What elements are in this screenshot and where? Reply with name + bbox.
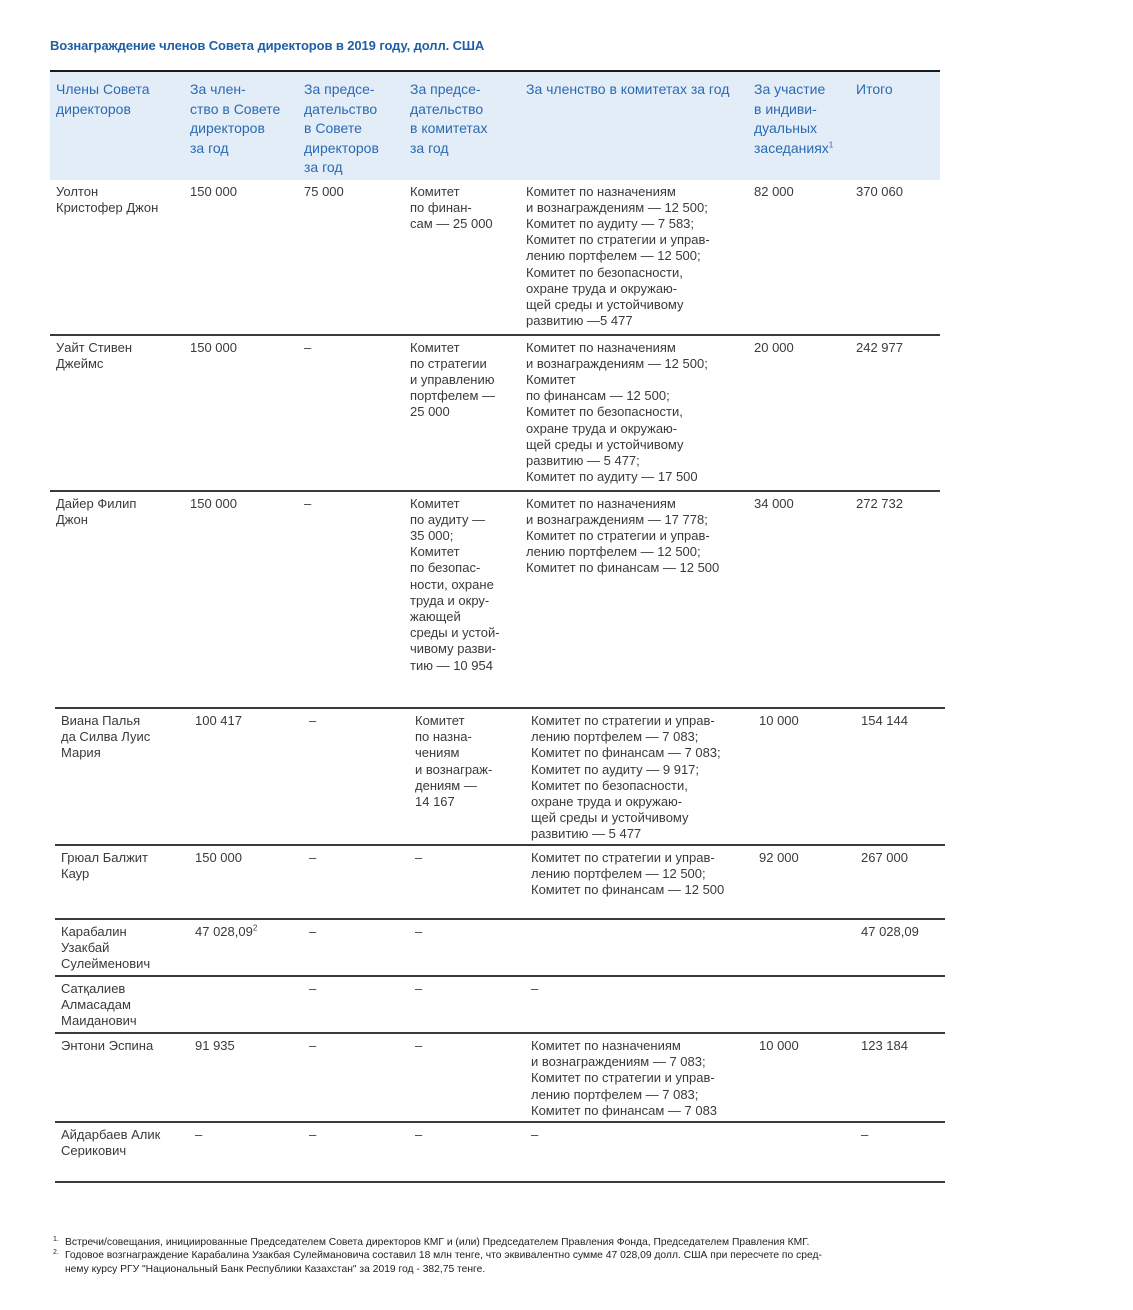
table-row <box>50 491 940 709</box>
member-name: Уолтон Кристофер Джон <box>56 183 159 215</box>
member-name: Уайт Стивен Джеймс <box>50 335 190 491</box>
total-value: 123 184 <box>861 1033 945 1122</box>
bod-chair-value: – <box>309 845 415 919</box>
footnote-1 <box>53 1236 943 1249</box>
col-header-individual: За участие в индиви- дуальных заседаниях$^1$ <box>754 71 856 180</box>
committee-chair-value: Комитет по стратегии и управлению портфелем — 25 000 <box>410 335 526 491</box>
membership-value: 150 000 <box>190 183 237 199</box>
individual-value <box>759 1122 861 1177</box>
footnote-ref-2: 2 <box>252 923 258 933</box>
bod-chair-value: 75 000 <box>304 183 344 199</box>
committees-value <box>531 919 759 976</box>
individual-value: 10 000 <box>759 1033 861 1122</box>
total-value: 154 144 <box>861 708 945 845</box>
footnote-text: Встречи/совещания, инициированные Председателем Совета директоров КМГ и (или) Председателем Правления Фонда, Председателем Правления КМГ. <box>65 1237 810 1248</box>
committees-value: Комитет по назначениям и вознаграждениям — 12 500; Комитет по аудиту — 7 583; Комитет по стратегии и управ- лению портфелем — 12 500; Комитет по безопасности, охране труда и окружаю- щей среды и устойчивому развитию —5 477 <box>526 183 710 329</box>
committee-chair-value: – <box>415 919 531 976</box>
col-header-committees: За членство в комитетах за год <box>526 71 754 180</box>
table-row <box>50 335 940 491</box>
committees-value: Комитет по назначениям и вознаграждениям — 7 083; Комитет по стратегии и управ- лению портфелем — 7 083; Комитет по финансам — 7 083 <box>531 1033 759 1122</box>
table-row <box>50 180 940 335</box>
membership-value: 150 000 <box>190 335 304 491</box>
membership-value: 100 417 <box>195 708 309 845</box>
bod-chair-value: – <box>309 976 415 1033</box>
membership-value: 91 935 <box>195 1033 309 1122</box>
member-name: Сатқалиев Алмасадам Маиданович <box>55 976 195 1033</box>
committee-chair-value: Комитет по аудиту — 35 000; Комитет по безопас- ности, охране труда и окру- жающей среды и устой- чивому разви- тию — 10 954 <box>410 491 526 709</box>
bod-chair-value: – <box>304 335 410 491</box>
membership-value: 150 000 <box>195 845 309 919</box>
total-value: 267 000 <box>861 845 945 919</box>
membership-value: 47 028,09$^2$ <box>195 919 309 976</box>
col-header-total: Итого <box>856 71 940 180</box>
individual-value: 92 000 <box>759 845 861 919</box>
membership-value <box>195 976 309 1033</box>
committee-chair-value: Комитет по назна- чениям и вознаграж- дениям — 14 167 <box>415 708 531 845</box>
footnote-2 <box>53 1249 943 1276</box>
committee-chair-value: – <box>415 845 531 919</box>
bod-chair-value: – <box>309 708 415 845</box>
total-value: – <box>861 1122 945 1177</box>
total-value: 272 732 <box>856 491 940 709</box>
member-name: Грюал Балжит Каур <box>55 845 195 919</box>
table-row <box>55 976 945 1033</box>
individual-value <box>759 976 861 1033</box>
committee-chair-value: Комитет по финан- сам — 25 000 <box>410 183 493 231</box>
total-value <box>861 976 945 1033</box>
membership-value: – <box>195 1122 309 1177</box>
committees-value: Комитет по назначениям и вознаграждениям — 12 500; Комитет по финансам — 12 500; Комитет по безопасности, охране труда и окружаю- щей среды и устойчивому развитию — 5 477; Комитет по аудиту — 17 500 <box>526 335 754 491</box>
table-bottom-rule <box>55 1181 945 1183</box>
member-name: Дайер Филип Джон <box>50 491 190 709</box>
committees-value: – <box>531 976 759 1033</box>
table-row <box>55 845 945 919</box>
individual-value <box>759 919 861 976</box>
col-header-membership: За член- ство в Совете директоров за год <box>190 71 304 180</box>
footnotes <box>53 1236 943 1276</box>
col-header-bod-chair: За предсе- дательство в Совете директоров за год <box>304 71 410 180</box>
col-header-committee-chair: За предсе- дательство в комитетах за год <box>410 71 526 180</box>
bod-chair-value: – <box>309 1033 415 1122</box>
committee-chair-value: – <box>415 976 531 1033</box>
individual-value: 34 000 <box>754 491 856 709</box>
total-value: 47 028,09 <box>861 919 945 976</box>
committee-chair-value: – <box>415 1122 531 1177</box>
remuneration-table-part-2 <box>55 707 945 1177</box>
individual-value: 82 000 <box>754 183 794 199</box>
committees-value: Комитет по назначениям и вознаграждениям — 17 778; Комитет по стратегии и управ- лению портфелем — 12 500; Комитет по финансам — 12 500 <box>526 491 754 709</box>
total-value: 242 977 <box>856 335 940 491</box>
committees-value: Комитет по стратегии и управ- лению портфелем — 12 500; Комитет по финансам — 12 500 <box>531 845 759 919</box>
remuneration-table-part-1 <box>50 70 940 709</box>
table-header-row <box>50 71 940 180</box>
table-row <box>55 708 945 845</box>
table-title: Вознаграждение членов Совета директоров в 2019 году, долл. США <box>50 38 485 53</box>
individual-value: 10 000 <box>759 708 861 845</box>
footnote-text: Годовое возгнаграждение Карабалина Узакбая Сулеймановича составил 18 млн тенге, что эквивалентно сумме 47 028,09 долл. США при пересчете по сред- нему курсу РГУ "Национальный Банк Республики Казахстан" за 2019 год - 382,75 тенге. <box>65 1250 822 1275</box>
table-row <box>55 1033 945 1122</box>
membership-value: 150 000 <box>190 491 304 709</box>
member-name: Энтони Эспина <box>55 1033 195 1122</box>
individual-value: 20 000 <box>754 335 856 491</box>
table-row <box>55 919 945 976</box>
bod-chair-value: – <box>309 919 415 976</box>
col-header-members: Члены Совета директоров <box>50 71 190 180</box>
total-value: 370 060 <box>856 183 903 199</box>
bod-chair-value: – <box>309 1122 415 1177</box>
table-row <box>55 1122 945 1177</box>
footnote-number: 1. <box>53 1236 59 1243</box>
committees-value: Комитет по стратегии и управ- лению портфелем — 7 083; Комитет по финансам — 7 083; Комитет по аудиту — 9 917; Комитет по безопасности, охране труда и окружаю- щей среды и устойчивому развитию — 5 477 <box>531 708 759 845</box>
committees-value: – <box>531 1122 759 1177</box>
footnote-ref-1: 1 <box>828 139 834 149</box>
member-name: Айдарбаев Алик Серикович <box>55 1122 195 1177</box>
committee-chair-value: – <box>415 1033 531 1122</box>
footnote-number: 2. <box>53 1249 59 1257</box>
member-name: Виана Палья да Силва Луис Мария <box>55 708 195 845</box>
bod-chair-value: – <box>304 491 410 709</box>
member-name: Карабалин Узакбай Сулейменович <box>55 919 195 976</box>
